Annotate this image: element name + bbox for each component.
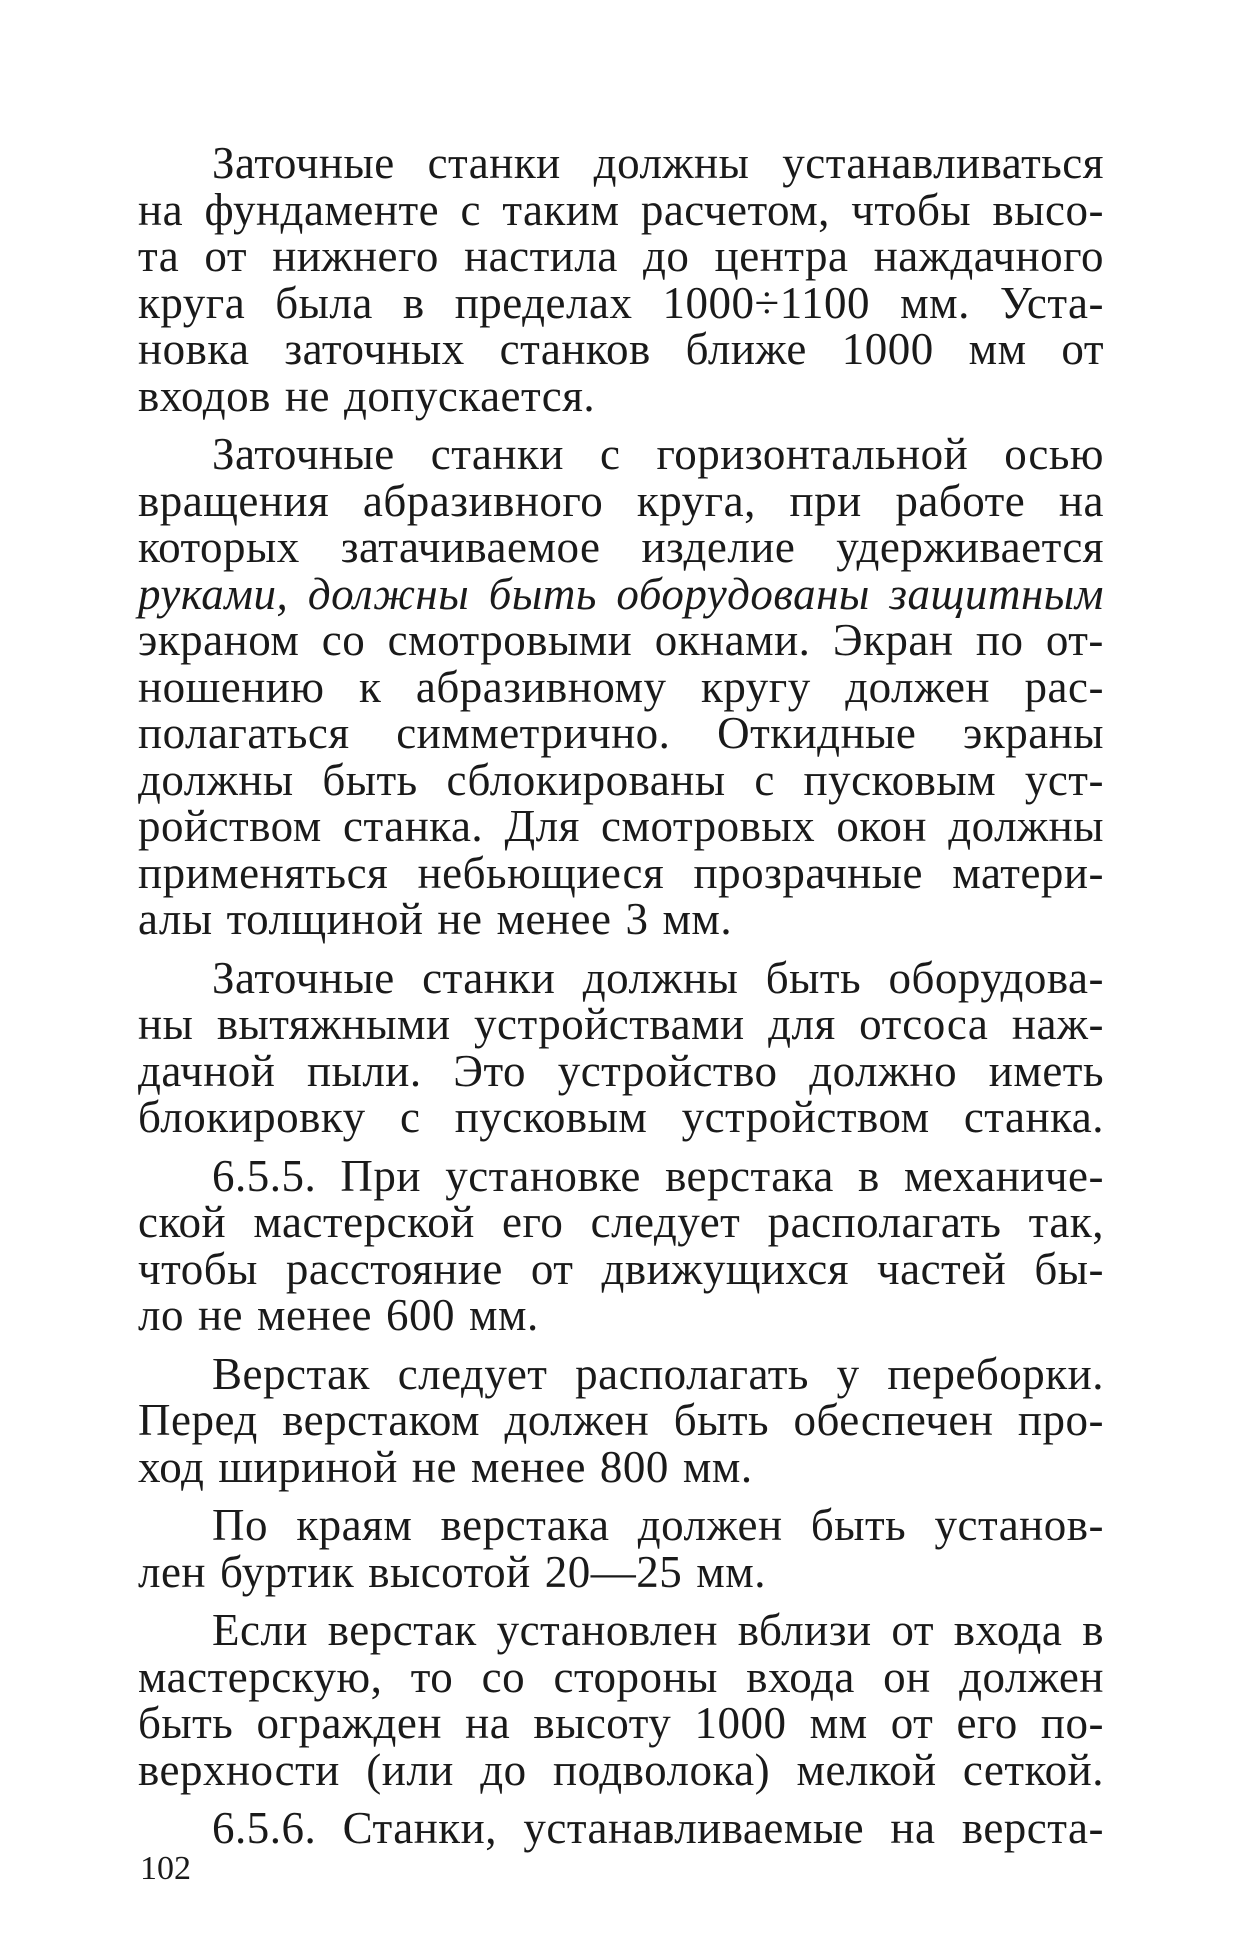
word: уст-	[1024, 754, 1104, 805]
word: его	[956, 1698, 1018, 1748]
word: расстояние	[285, 1243, 503, 1294]
paragraph	[138, 952, 1104, 1142]
word: (или	[366, 1744, 454, 1795]
word: верстак	[327, 1605, 477, 1655]
page-number: 102	[140, 1850, 191, 1887]
word: рас-	[1024, 661, 1104, 712]
word: должны	[582, 952, 739, 1003]
word: алы	[138, 894, 213, 944]
word: не	[284, 370, 330, 421]
word: вытяжными	[216, 999, 451, 1049]
word: полагаться	[138, 708, 350, 758]
word: смотровых	[601, 801, 816, 851]
text-line	[138, 1441, 1104, 1492]
paragraph	[138, 1348, 1104, 1492]
word: буртик	[220, 1546, 355, 1597]
word: станки	[430, 429, 564, 479]
word: 20—25	[544, 1546, 683, 1597]
word: ны	[138, 999, 194, 1049]
word: сблокированы	[446, 754, 726, 805]
word: абразивного	[362, 475, 604, 526]
word: кругу	[700, 661, 811, 712]
word: шириной	[218, 1441, 398, 1492]
word: круга	[138, 277, 246, 328]
word: высо-	[992, 184, 1104, 235]
text-line	[138, 1348, 1104, 1399]
word: матери-	[952, 847, 1104, 898]
text-line	[138, 1243, 1104, 1294]
word: изделие	[641, 522, 796, 572]
word: Станки,	[342, 1803, 497, 1853]
word: наждачного	[873, 231, 1104, 281]
word: Перед	[138, 1395, 258, 1445]
word: горизонтальной	[656, 429, 969, 479]
word: установ-	[934, 1500, 1104, 1550]
paragraph	[138, 1607, 1104, 1793]
body-text	[138, 140, 1104, 1852]
word: станка.	[343, 801, 484, 851]
word: настила	[464, 231, 618, 281]
text-line	[138, 1805, 1104, 1852]
word: Заточные	[212, 138, 395, 188]
word: прозрачные	[693, 847, 923, 898]
word: высоту	[533, 1698, 672, 1748]
word: верста-	[961, 1803, 1104, 1853]
word: смотровыми	[387, 615, 633, 665]
word: менее	[470, 1441, 586, 1492]
text-line	[138, 140, 1104, 187]
word: огражден	[256, 1698, 442, 1748]
word: следует	[590, 1197, 741, 1247]
word: Экран	[832, 615, 954, 665]
word: 1000	[694, 1698, 787, 1748]
word: ройством	[138, 801, 322, 851]
text-line	[138, 233, 1104, 280]
word: входа	[953, 1605, 1063, 1655]
word: которых	[138, 522, 300, 572]
word: осью	[1004, 429, 1104, 479]
word: 6.5.6.	[212, 1803, 317, 1853]
word: должен	[959, 1651, 1104, 1702]
word: 1000÷1100	[662, 277, 871, 328]
word: в	[402, 277, 425, 328]
word: пыли.	[307, 1045, 422, 1096]
word: удерживается	[836, 522, 1104, 572]
word: входа	[746, 1651, 855, 1702]
word: затачиваемое	[340, 522, 601, 572]
text-line	[138, 1292, 1104, 1339]
paragraph	[138, 431, 1104, 943]
word: устройством	[681, 1092, 930, 1142]
text-line	[138, 847, 1104, 898]
text-line	[138, 524, 1104, 571]
word: блокировку	[138, 1092, 366, 1142]
word: быть	[810, 1500, 907, 1550]
word: та	[138, 231, 180, 281]
word: пусковым	[454, 1092, 648, 1142]
word: бы-	[1034, 1243, 1104, 1294]
word: до	[480, 1744, 527, 1795]
text-line	[138, 952, 1104, 1003]
text-line	[138, 896, 1104, 943]
word: симметрично.	[396, 708, 671, 758]
word: входов	[138, 370, 271, 421]
word: устройствами	[474, 999, 745, 1049]
word: мм.	[696, 1546, 766, 1597]
word: При	[340, 1150, 422, 1201]
word: руками,	[138, 568, 289, 619]
word: абразивному	[415, 661, 667, 712]
word: установлен	[496, 1605, 718, 1655]
word: от	[1061, 324, 1104, 374]
text-line	[138, 370, 1104, 421]
word: небьющиеся	[417, 847, 665, 898]
word: центра	[714, 231, 849, 281]
word: По	[212, 1500, 268, 1550]
word: с	[399, 1092, 421, 1142]
paragraph	[138, 1805, 1104, 1852]
word: на	[465, 1698, 511, 1748]
word: то	[410, 1651, 454, 1702]
word: защитным	[889, 568, 1104, 619]
word: верстака	[440, 1500, 610, 1550]
word: устройство	[557, 1045, 778, 1096]
word: мм	[809, 1698, 868, 1748]
word: он	[883, 1651, 931, 1702]
word: толщиной	[226, 894, 424, 944]
word: менее	[257, 1290, 373, 1340]
word: ской	[138, 1197, 227, 1247]
word: иметь	[988, 1045, 1104, 1096]
word: дачной	[138, 1045, 276, 1096]
word: Это	[453, 1045, 527, 1096]
word: от-	[1045, 615, 1104, 665]
word: стороны	[553, 1651, 718, 1702]
word: должны	[307, 568, 470, 619]
word: мм.	[682, 1441, 753, 1492]
word: Для	[504, 801, 580, 851]
word: окон	[836, 801, 928, 851]
word: от	[204, 231, 247, 281]
text-line	[138, 326, 1104, 373]
word: 3	[625, 894, 649, 944]
word: расчетом,	[640, 184, 830, 235]
text-line	[138, 1001, 1104, 1048]
word: с	[460, 184, 481, 235]
word: оборудова-	[888, 952, 1104, 1003]
paragraph	[138, 1502, 1104, 1595]
word: мм	[968, 324, 1027, 374]
word: 600	[386, 1290, 456, 1340]
word: от	[891, 1605, 934, 1655]
word: экраны	[963, 708, 1104, 758]
word: не	[411, 1441, 457, 1492]
text-line	[138, 1651, 1104, 1702]
word: мм.	[469, 1290, 539, 1340]
text-line	[138, 1546, 1104, 1597]
word: со	[481, 1651, 526, 1702]
word: работе	[895, 475, 1026, 526]
word: наж-	[1011, 999, 1104, 1049]
word: Уста-	[999, 277, 1104, 328]
word: мелкой	[796, 1744, 937, 1795]
word: должен	[845, 661, 991, 712]
word: должен	[637, 1500, 783, 1550]
word: подволока)	[552, 1744, 771, 1795]
word: станки	[427, 138, 561, 188]
word: 6.5.5.	[212, 1150, 317, 1201]
word: верстака	[665, 1150, 834, 1201]
word: следует	[397, 1348, 548, 1399]
word: обеспечен	[793, 1395, 994, 1445]
word: не	[197, 1290, 244, 1340]
text-line	[138, 568, 1104, 619]
word: пределах	[454, 277, 633, 328]
word: в	[1082, 1605, 1104, 1655]
word: должны	[138, 754, 294, 805]
word: частей	[876, 1243, 1007, 1294]
word: Заточные	[212, 429, 395, 479]
text-line	[138, 1502, 1104, 1549]
word: про-	[1017, 1395, 1104, 1445]
word: чтобы	[851, 184, 972, 235]
text-line	[138, 1094, 1104, 1141]
word: станков	[499, 324, 651, 374]
word: должно	[809, 1045, 958, 1096]
text-line	[138, 1607, 1104, 1654]
word: допускается.	[343, 370, 596, 421]
word: установке	[445, 1150, 641, 1201]
text-line	[138, 803, 1104, 850]
text-line	[138, 184, 1104, 235]
word: 1000	[841, 324, 934, 374]
word: круга,	[636, 475, 756, 526]
word: быть	[673, 1395, 770, 1445]
text-line	[138, 710, 1104, 757]
text-line	[138, 475, 1104, 526]
word: на	[138, 184, 184, 235]
word: в	[858, 1150, 880, 1201]
word: мастерской	[253, 1197, 475, 1247]
word: ближе	[685, 324, 807, 374]
word: к	[358, 661, 382, 712]
word: переборки.	[887, 1348, 1104, 1399]
word: при	[789, 475, 862, 526]
text-line	[138, 1150, 1104, 1201]
word: с	[599, 429, 621, 479]
word: высотой	[368, 1546, 531, 1597]
text-line	[138, 754, 1104, 805]
word: его	[502, 1197, 564, 1247]
word: Заточные	[212, 952, 395, 1003]
word: со	[321, 615, 366, 665]
word: чтобы	[138, 1243, 258, 1294]
word: ход	[138, 1441, 205, 1492]
word: лен	[138, 1546, 207, 1597]
text-line	[138, 1199, 1104, 1246]
word: по	[975, 615, 1024, 665]
word: вращения	[138, 475, 330, 526]
word: нижнего	[272, 231, 439, 281]
word: механиче-	[903, 1150, 1104, 1201]
word: станки	[422, 952, 556, 1003]
word: применяться	[138, 847, 389, 898]
word: для	[768, 999, 836, 1049]
word: по-	[1040, 1698, 1104, 1748]
word: у	[836, 1348, 860, 1399]
text-line	[138, 1397, 1104, 1444]
word: 800	[599, 1441, 669, 1492]
word: фундаменте	[204, 184, 440, 235]
word: до	[643, 231, 690, 281]
text-line	[138, 617, 1104, 664]
word: от	[530, 1243, 574, 1294]
text-line	[138, 661, 1104, 712]
word: быть	[488, 568, 597, 619]
word: мм.	[900, 277, 970, 328]
word: верстаком	[282, 1395, 481, 1445]
word: была	[275, 277, 373, 328]
word: на	[890, 1803, 936, 1853]
text-line	[138, 1744, 1104, 1795]
word: на	[1058, 475, 1104, 526]
word: менее	[496, 894, 612, 944]
word: ло	[138, 1290, 184, 1340]
word: мастерскую,	[138, 1651, 383, 1702]
word: пусковым	[803, 754, 997, 805]
word: оборудованы	[616, 568, 870, 619]
word: экраном	[138, 615, 300, 665]
paragraph	[138, 1150, 1104, 1340]
word: от	[890, 1698, 934, 1748]
word: мм.	[662, 894, 733, 944]
paragraph	[138, 140, 1104, 419]
word: новка	[138, 324, 250, 374]
word: движущихся	[601, 1243, 849, 1294]
text-line	[138, 431, 1104, 478]
word: располагать	[767, 1197, 1002, 1247]
word: вблизи	[737, 1605, 872, 1655]
word: быть	[765, 952, 862, 1003]
word: располагать	[575, 1348, 809, 1399]
word: ношению	[138, 661, 325, 712]
word: Откидные	[717, 708, 917, 758]
word: отсоса	[859, 999, 989, 1049]
text-line	[138, 1045, 1104, 1096]
word: станка.	[963, 1092, 1104, 1142]
text-line	[138, 1700, 1104, 1747]
word: Верстак	[212, 1348, 371, 1399]
word: таким	[502, 184, 620, 235]
word: заточных	[284, 324, 465, 374]
word: устанавливаться	[782, 138, 1104, 188]
word: краям	[296, 1500, 413, 1550]
word: окнами.	[654, 615, 811, 665]
word: не	[437, 894, 483, 944]
word: Если	[212, 1605, 308, 1655]
word: быть	[322, 754, 418, 805]
word: так,	[1028, 1197, 1104, 1247]
word: должны	[593, 138, 750, 188]
text-line	[138, 277, 1104, 328]
word: сеткой.	[962, 1744, 1104, 1795]
word: быть	[138, 1698, 234, 1748]
word: должны	[948, 801, 1104, 851]
word: с	[754, 754, 775, 805]
word: должен	[504, 1395, 650, 1445]
word: устанавливаемые	[523, 1803, 865, 1853]
word: верхности	[138, 1744, 340, 1795]
